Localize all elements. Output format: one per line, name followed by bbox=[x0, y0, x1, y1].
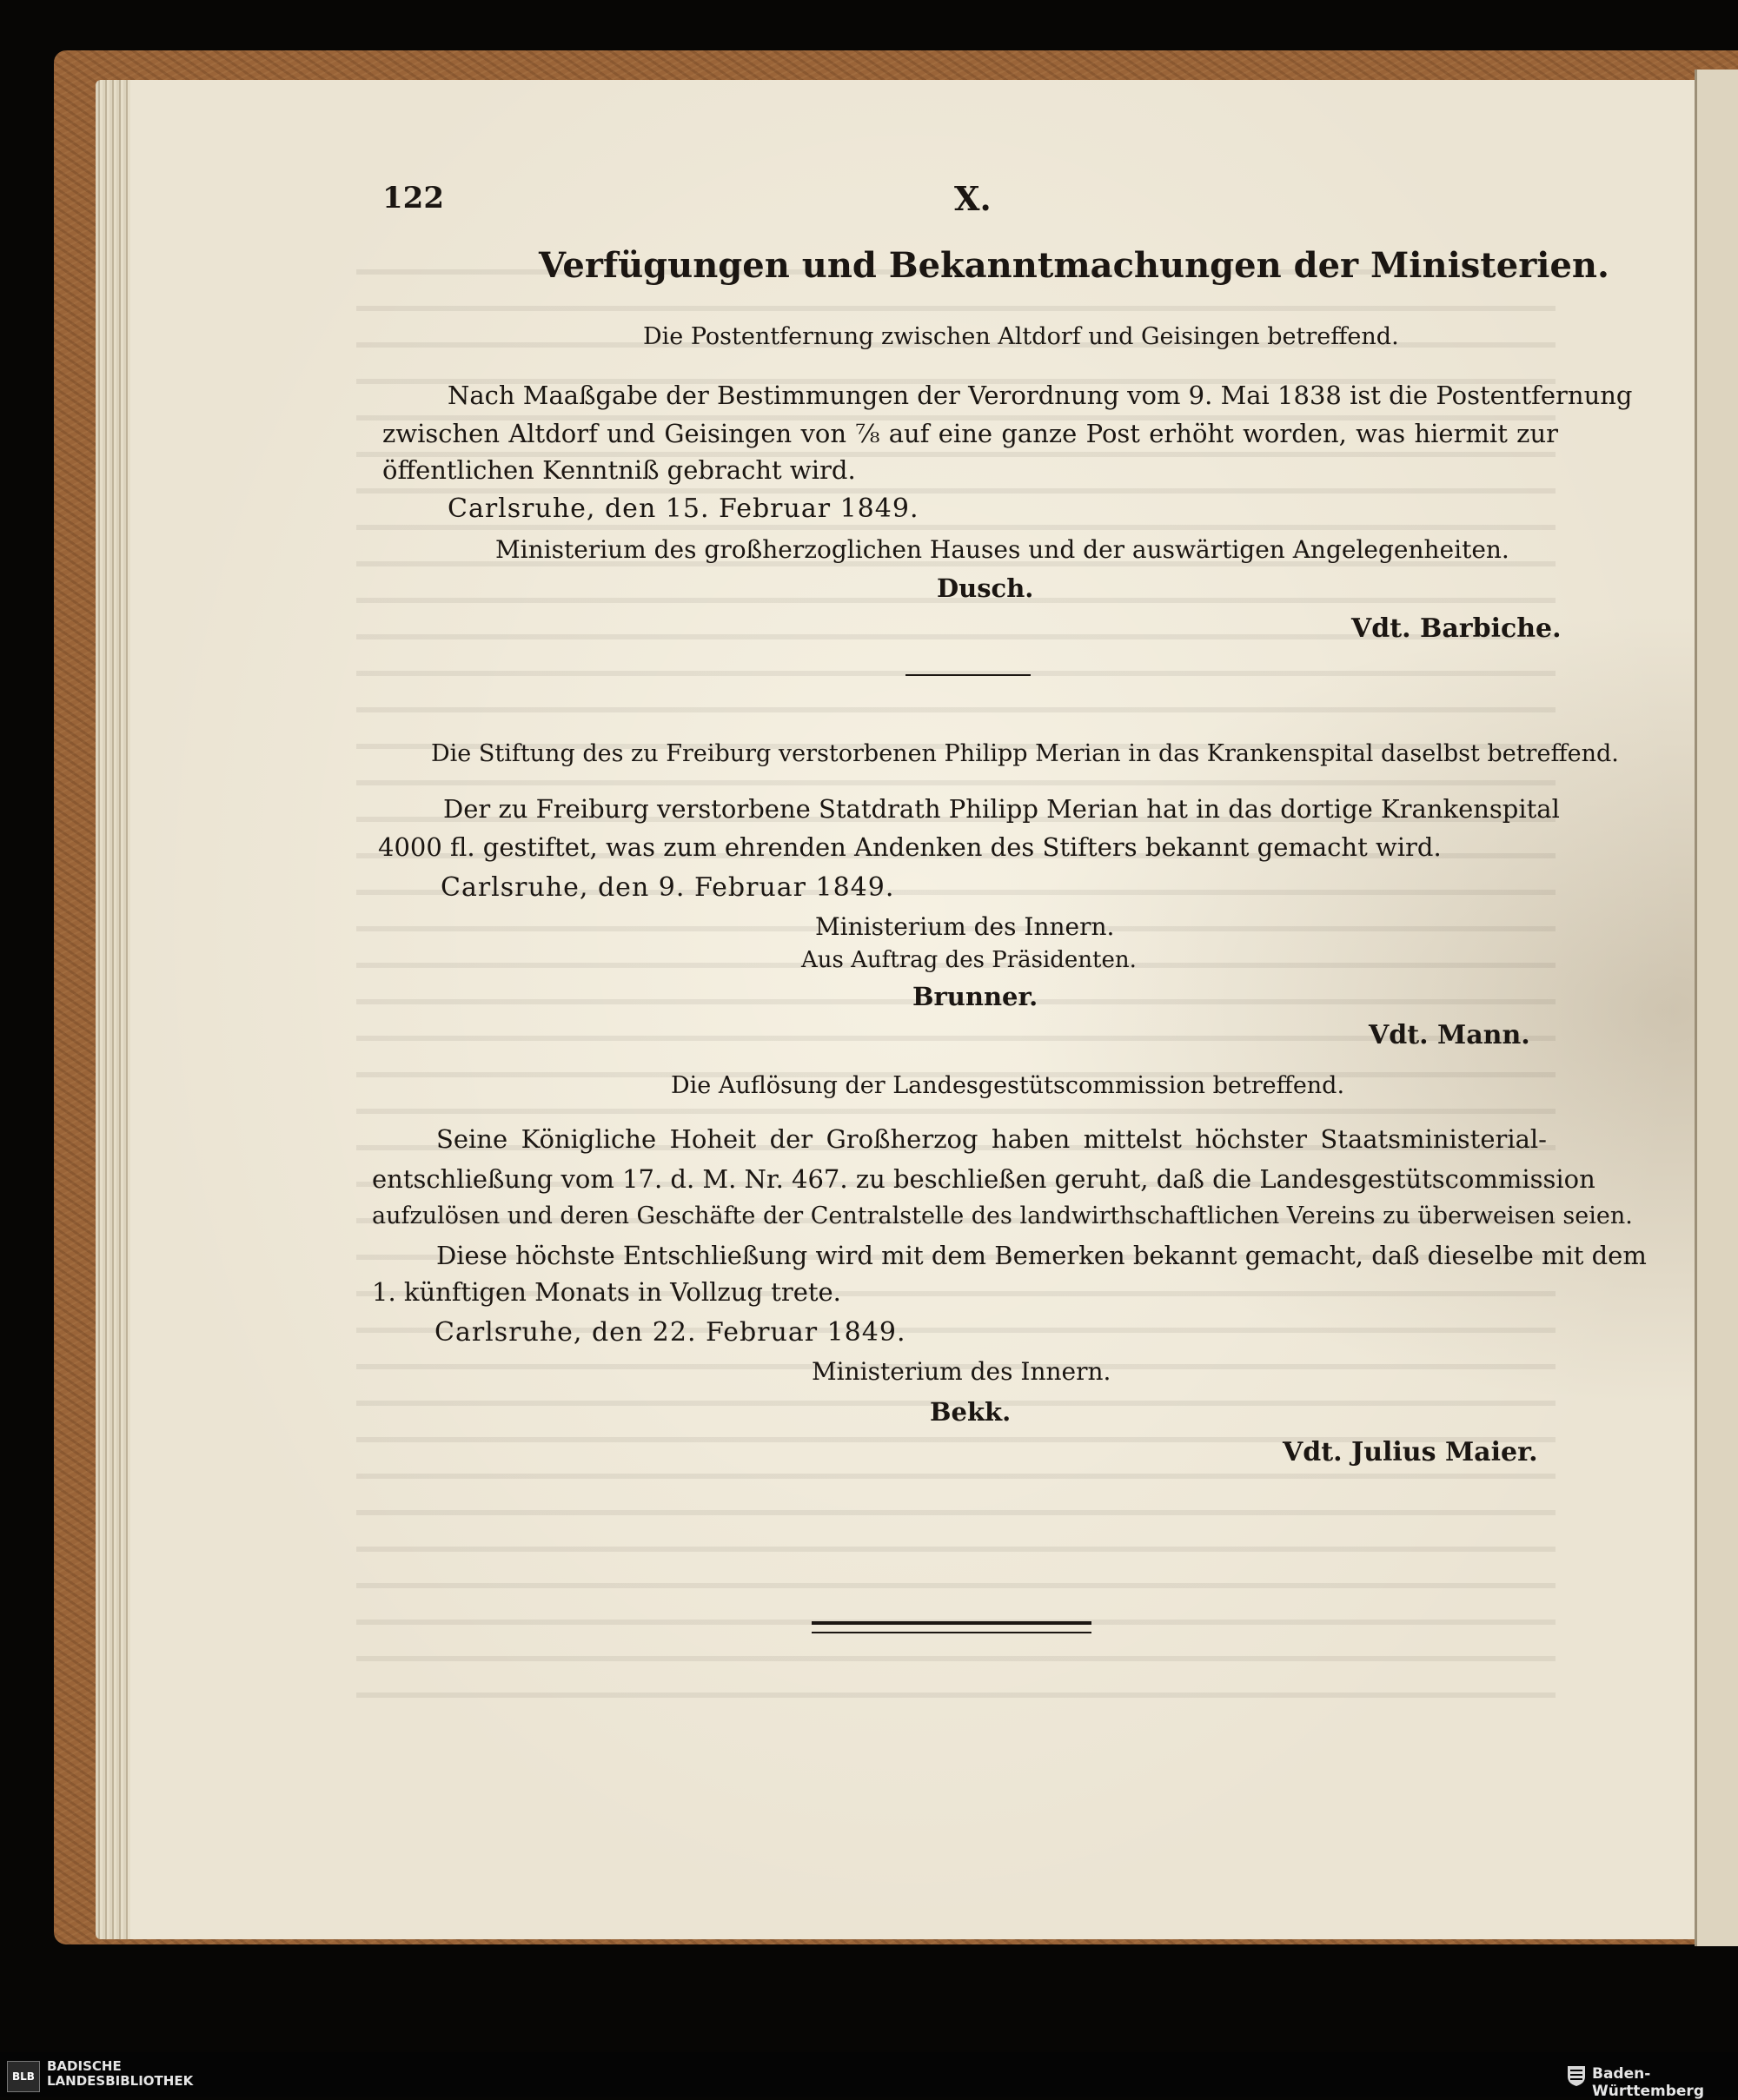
state-label[interactable]: Baden-Württemberg bbox=[1592, 2065, 1704, 2100]
notice-3-subject: Die Auflösung der Landesgestütscommission betreffend. bbox=[671, 1072, 1345, 1099]
section-numeral: X. bbox=[954, 179, 992, 218]
notice-1-ministry: Ministerium des großherzoglichen Hauses und der auswärtigen Angelegenheiten. bbox=[495, 535, 1509, 564]
notice-3-line-1: Seine Königliche Hoheit der Großherzog haben mittelst höchster Staatsministerial- bbox=[436, 1124, 1547, 1154]
end-rule-thin bbox=[812, 1632, 1091, 1633]
notice-2-line-2: 4000 fl. gestiftet, was zum ehrenden Andenken des Stifters bekannt gemacht wird. bbox=[378, 832, 1442, 862]
notice-3-line-2: entschließung vom 17. d. M. Nr. 467. zu beschließen geruht, daß die Landesgestütscommission bbox=[372, 1164, 1595, 1194]
notice-3-vdt: Vdt. Julius Maier. bbox=[1283, 1437, 1538, 1467]
notice-2-signature: Brunner. bbox=[912, 982, 1038, 1011]
notice-2-subject: Die Stiftung des zu Freiburg verstorbenen Philipp Merian in das Krankenspital daselbst betreffend. bbox=[431, 740, 1619, 767]
page-number: 122 bbox=[382, 181, 444, 215]
notice-3-ministry: Ministerium des Innern. bbox=[812, 1357, 1111, 1386]
end-rule-thick bbox=[812, 1621, 1091, 1625]
notice-3-line-3: aufzulösen und deren Geschäfte der Centralstelle des landwirthschaftlichen Vereins zu überweisen seien. bbox=[372, 1202, 1633, 1229]
library-name-line-2: LANDESBIBLIOTHEK bbox=[47, 2073, 194, 2089]
notice-1-subject: Die Postentfernung zwischen Altdorf und Geisingen betreffend. bbox=[643, 323, 1399, 350]
notice-2-place-date: Carlsruhe, den 9. Februar 1849. bbox=[441, 872, 895, 903]
notice-1-vdt: Vdt. Barbiche. bbox=[1351, 613, 1562, 644]
blb-logo[interactable]: BLB bbox=[7, 2061, 40, 2092]
library-name-line-1: BADISCHE bbox=[47, 2058, 122, 2074]
notice-2-ministry-sub: Aus Auftrag des Präsidenten. bbox=[801, 947, 1137, 973]
baden-wuerttemberg-crest-icon bbox=[1564, 2063, 1589, 2087]
notice-1-place-date: Carlsruhe, den 15. Februar 1849. bbox=[448, 494, 919, 524]
notice-3-line-4: Diese höchste Entschließung wird mit dem Bemerken bekannt gemacht, daß dieselbe mit dem bbox=[436, 1241, 1647, 1270]
divider bbox=[905, 674, 1031, 676]
library-name[interactable] bbox=[47, 2059, 193, 2089]
page-title: Verfügungen und Bekanntmachungen der Ministerien. bbox=[539, 245, 1609, 286]
notice-1-line-3: öffentlichen Kenntniß gebracht wird. bbox=[382, 455, 856, 485]
notice-2-ministry: Ministerium des Innern. bbox=[815, 912, 1115, 941]
notice-2-vdt: Vdt. Mann. bbox=[1369, 1020, 1530, 1050]
notice-2-line-1: Der zu Freiburg verstorbene Statdrath Philipp Merian hat in das dortige Krankenspital bbox=[443, 794, 1560, 824]
notice-3-line-5: 1. künftigen Monats in Vollzug trete. bbox=[372, 1277, 841, 1307]
notice-1-signature: Dusch. bbox=[937, 573, 1034, 603]
notice-3-place-date: Carlsruhe, den 22. Februar 1849. bbox=[434, 1317, 906, 1348]
notice-3-signature: Bekk. bbox=[930, 1397, 1012, 1427]
notice-1-line-1: Nach Maaßgabe der Bestimmungen der Verordnung vom 9. Mai 1838 ist die Postentfernung bbox=[448, 381, 1633, 410]
viewer-footer bbox=[0, 2052, 1738, 2100]
notice-1-line-2: zwischen Altdorf und Geisingen von ⅞ auf eine ganze Post erhöht worden, was hiermit zur bbox=[382, 419, 1558, 448]
